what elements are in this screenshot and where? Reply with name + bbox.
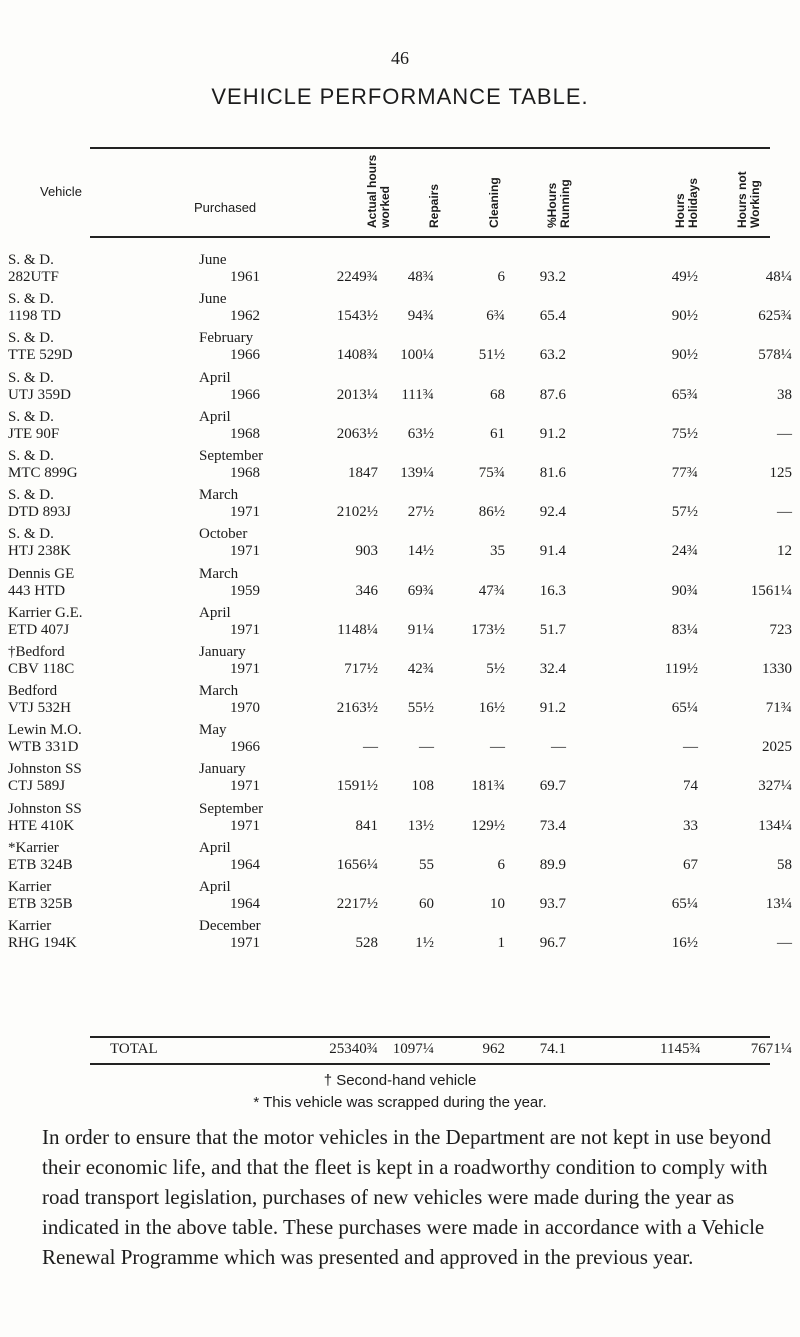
actual-hours: 1148¼ (337, 621, 378, 638)
total-cleaning: 962 (482, 1041, 505, 1057)
pct-hours-running: 92.4 (539, 504, 566, 521)
purchased-year: 1961 (230, 269, 260, 285)
purchased-year: 1968 (230, 464, 260, 481)
table-row (0, 526, 800, 565)
vehicle-registration: UTJ 359D (8, 386, 71, 403)
cleaning-hours: 181¾ (471, 778, 505, 795)
hours-not-working: 38 (777, 386, 792, 403)
vehicle-owner: S. & D. (8, 487, 54, 504)
repairs-hours: 111¾ (401, 386, 434, 403)
purchased-month: April (199, 408, 231, 425)
purchased-month: June (199, 291, 227, 308)
purchased-month: January (199, 643, 246, 660)
hours-not-working: — (777, 935, 792, 952)
hours-holidays: 90¾ (671, 582, 698, 599)
repairs-hours: 55 (419, 856, 434, 873)
cleaning-hours: 5½ (486, 660, 505, 677)
table-row (0, 487, 800, 526)
purchased-year: 1959 (230, 582, 260, 599)
vehicle-registration: ETB 325B (8, 896, 73, 912)
hours-holidays: 65¼ (671, 700, 698, 717)
cleaning-hours: 86½ (478, 504, 505, 521)
table-row (0, 605, 800, 644)
hours-not-working: 125 (769, 464, 792, 481)
cleaning-hours: 173½ (471, 621, 505, 638)
vehicle-registration: ETB 324B (8, 856, 73, 873)
footnote-scrapped: * This vehicle was scrapped during the year. (253, 1094, 547, 1111)
vehicle-owner: S. & D. (8, 447, 54, 464)
repairs-hours: 108 (411, 778, 434, 795)
actual-hours: 841 (355, 817, 378, 834)
page-title: VEHICLE PERFORMANCE TABLE. (211, 84, 589, 109)
cleaning-hours: 6 (497, 856, 505, 873)
actual-hours: 528 (355, 935, 378, 952)
purchased-year: 1964 (230, 856, 260, 873)
page-number: 46 (391, 48, 409, 68)
vehicle-registration: RHG 194K (8, 935, 77, 952)
hours-holidays: 57½ (671, 504, 698, 521)
purchased-year: 1971 (230, 543, 260, 560)
vehicle-owner: Johnston SS (8, 761, 82, 778)
vehicle-owner: S. & D. (8, 330, 54, 347)
vehicle-owner: S. & D. (8, 369, 54, 386)
vehicle-owner: S. & D. (8, 408, 54, 425)
pct-hours-running: 32.4 (539, 660, 566, 677)
pct-hours-running: 63.2 (539, 347, 566, 364)
purchased-year: 1971 (230, 621, 260, 638)
body-paragraph: In order to ensure that the motor vehicles in the Department are not kept in use beyond their economic life, and that the fleet is kept in a roadworthy condition to comply with road transport legislation, purchases of new vehicles were made during the year as indicated in the above table. These purchases were made in accordance with a Vehicle Renewal Programme which was presented and approved in the previous year. (42, 1125, 771, 1269)
vehicle-registration: MTC 899G (8, 464, 78, 481)
pct-hours-running: 89.9 (539, 856, 566, 873)
repairs-hours: 48¾ (407, 269, 434, 285)
hours-holidays: 90½ (671, 347, 698, 364)
vehicle-registration: WTB 331D (8, 739, 79, 756)
purchased-year: 1966 (230, 739, 260, 756)
repairs-hours: 60 (419, 896, 434, 912)
hours-holidays: 16½ (671, 935, 698, 952)
pct-hours-running: 91.2 (539, 700, 566, 717)
table-row (0, 683, 800, 722)
actual-hours: 2217½ (336, 896, 378, 912)
hours-not-working: 13¼ (765, 896, 792, 912)
repairs-hours: 27½ (407, 504, 434, 521)
actual-hours: 1847 (348, 464, 378, 481)
actual-hours: 1408¾ (336, 347, 378, 364)
pct-hours-running: 87.6 (539, 386, 566, 403)
purchased-month: April (199, 879, 231, 895)
purchased-month: September (199, 447, 264, 464)
total-top-rule (90, 1036, 770, 1038)
repairs-hours: — (419, 739, 434, 756)
purchased-month: December (199, 918, 261, 935)
hours-not-working: 2025 (762, 739, 792, 756)
header-hours-not-working: Hours not Working (735, 171, 762, 228)
actual-hours: 1591½ (336, 778, 378, 795)
actual-hours: 2013¼ (336, 386, 378, 403)
pct-hours-running: 16.3 (539, 582, 566, 599)
cleaning-hours: 47¾ (478, 582, 505, 599)
vehicle-registration: HTJ 238K (8, 543, 71, 560)
vehicle-owner: *Karrier (8, 839, 59, 856)
hours-holidays: 65¼ (671, 896, 698, 912)
vehicle-registration: 1198 TD (8, 308, 61, 325)
hours-not-working: 1561¼ (750, 582, 792, 599)
purchased-year: 1970 (230, 700, 260, 717)
actual-hours: 717½ (344, 660, 378, 677)
actual-hours: 2249¾ (336, 269, 378, 285)
table-row (0, 840, 800, 879)
hours-not-working: 12 (777, 543, 792, 560)
purchased-year: 1971 (230, 817, 260, 834)
purchased-year: 1966 (230, 386, 260, 403)
actual-hours: 2102½ (336, 504, 378, 521)
total-bottom-rule (90, 1063, 770, 1065)
actual-hours: 903 (355, 543, 378, 560)
header-cleaning: Cleaning (487, 177, 501, 228)
purchased-month: April (199, 839, 231, 856)
cleaning-hours: 129½ (471, 817, 505, 834)
purchased-year: 1971 (230, 778, 260, 795)
pct-hours-running: 73.4 (539, 817, 566, 834)
hours-not-working: 58 (777, 856, 792, 873)
header-hours-holidays: Hours Holidays (673, 177, 700, 228)
total-label: TOTAL (110, 1041, 158, 1057)
pct-hours-running: — (551, 739, 566, 756)
hours-not-working: 71¾ (765, 700, 792, 717)
hours-not-working: — (777, 504, 792, 521)
actual-hours: 346 (355, 582, 378, 599)
table-row (0, 722, 800, 761)
repairs-hours: 139¼ (400, 464, 434, 481)
purchased-year: 1971 (230, 660, 260, 677)
purchased-month: February (199, 330, 254, 347)
hours-holidays: — (683, 739, 698, 756)
repairs-hours: 42¾ (407, 660, 434, 677)
hours-holidays: 119½ (664, 660, 698, 677)
repairs-hours: 14½ (407, 543, 434, 560)
purchased-year: 1966 (230, 347, 260, 364)
total-pct: 74.1 (539, 1041, 566, 1057)
pct-hours-running: 65.4 (539, 308, 566, 325)
cleaning-hours: 6 (497, 269, 505, 285)
cleaning-hours: 1 (497, 935, 505, 952)
hours-not-working: 723 (769, 621, 792, 638)
table-row (0, 761, 800, 800)
hours-holidays: 77¾ (671, 464, 698, 481)
hours-holidays: 75½ (671, 425, 698, 442)
purchased-month: October (199, 526, 248, 543)
total-holidays: 1145¾ (660, 1041, 701, 1057)
total-repairs: 1097¼ (392, 1041, 434, 1057)
vehicle-registration: DTD 893J (8, 504, 71, 521)
header-repairs: Repairs (427, 183, 441, 228)
purchased-year: 1968 (230, 425, 260, 442)
pct-hours-running: 93.2 (539, 269, 566, 285)
vehicle-owner: †Bedford (8, 643, 65, 660)
table-row (0, 252, 800, 291)
vehicle-owner: Johnston SS (8, 800, 82, 817)
table-row (0, 879, 800, 918)
vehicle-registration: 443 HTD (8, 582, 66, 599)
purchased-month: January (199, 761, 246, 778)
header-actual-hours: Actual hours worked (365, 154, 392, 228)
actual-hours: 2163½ (336, 700, 378, 717)
purchased-year: 1971 (230, 504, 260, 521)
cleaning-hours: 10 (490, 896, 505, 912)
vehicle-registration: TTE 529D (8, 347, 73, 364)
hours-not-working: — (777, 425, 792, 442)
repairs-hours: 13½ (407, 817, 434, 834)
hours-holidays: 74 (683, 778, 698, 795)
hours-holidays: 90½ (671, 308, 698, 325)
hours-holidays: 67 (683, 856, 698, 873)
repairs-hours: 94¾ (407, 308, 434, 325)
total-row (0, 1041, 800, 1063)
vehicle-owner: Karrier (8, 879, 52, 895)
purchased-month: April (199, 604, 231, 621)
vehicle-registration: JTE 90F (8, 425, 60, 442)
vehicle-owner: S. & D. (8, 252, 54, 268)
hours-holidays: 83¼ (671, 621, 698, 638)
pct-hours-running: 96.7 (539, 935, 566, 952)
cleaning-hours: 68 (490, 386, 505, 403)
purchased-month: September (199, 800, 264, 817)
footnote-second-hand: † Second-hand vehicle (323, 1072, 477, 1089)
purchased-month: March (199, 683, 239, 700)
cleaning-hours: 16½ (478, 700, 505, 717)
vehicle-registration: HTE 410K (8, 817, 75, 834)
table-row (0, 801, 800, 840)
hours-not-working: 625¾ (758, 308, 792, 325)
hours-holidays: 24¾ (671, 543, 698, 560)
pct-hours-running: 91.2 (539, 425, 566, 442)
vehicle-owner: S. & D. (8, 526, 54, 543)
purchased-year: 1971 (230, 935, 260, 952)
repairs-hours: 63½ (407, 425, 434, 442)
header-vehicle: Vehicle (40, 184, 82, 199)
purchased-month: June (199, 252, 227, 268)
cleaning-hours: 75¾ (478, 464, 505, 481)
table-row (0, 291, 800, 330)
pct-hours-running: 51.7 (539, 621, 566, 638)
repairs-hours: 55½ (407, 700, 434, 717)
pct-hours-running: 81.6 (539, 464, 566, 481)
pct-hours-running: 91.4 (539, 543, 566, 560)
hours-not-working: 327¼ (758, 778, 792, 795)
table-row (0, 409, 800, 448)
repairs-hours: 69¾ (407, 582, 434, 599)
total-actual: 25340¾ (329, 1041, 378, 1057)
hours-not-working: 578¼ (758, 347, 792, 364)
vehicle-owner: Karrier (8, 918, 52, 935)
actual-hours: 2063½ (336, 425, 378, 442)
vehicle-registration: ETD 407J (8, 621, 70, 638)
pct-hours-running: 93.7 (539, 896, 566, 912)
cleaning-hours: 6¾ (486, 308, 505, 325)
cleaning-hours: 61 (490, 425, 505, 442)
vehicle-owner: Lewin M.O. (8, 722, 82, 739)
vehicle-table-body (0, 252, 800, 957)
cleaning-hours: 35 (490, 543, 505, 560)
table-row (0, 566, 800, 605)
header-pct-hours-running: %Hours Running (545, 179, 572, 228)
total-not-working: 7671¼ (750, 1041, 792, 1057)
header-purchased: Purchased (194, 200, 257, 215)
vehicle-registration: CBV 118C (8, 660, 75, 677)
purchased-month: April (199, 369, 231, 386)
repairs-hours: 100¼ (400, 347, 434, 364)
header-bottom-rule (90, 236, 770, 238)
table-top-rule (90, 147, 770, 149)
repairs-hours: 91¼ (407, 621, 434, 638)
vehicle-owner: S. & D. (8, 291, 54, 308)
table-row (0, 448, 800, 487)
vehicle-owner: Dennis GE (8, 565, 75, 582)
hours-holidays: 49½ (671, 269, 698, 285)
actual-hours: — (363, 739, 378, 756)
table-row (0, 644, 800, 683)
cleaning-hours: — (490, 739, 505, 756)
cleaning-hours: 51½ (478, 347, 505, 364)
pct-hours-running: 69.7 (539, 778, 566, 795)
vehicle-registration: VTJ 532H (8, 700, 71, 717)
actual-hours: 1656¼ (336, 856, 378, 873)
vehicle-registration: 282UTF (8, 269, 59, 285)
purchased-month: March (199, 565, 239, 582)
vehicle-registration: CTJ 589J (8, 778, 66, 795)
purchased-year: 1964 (230, 896, 260, 912)
vehicle-owner: Karrier G.E. (8, 604, 83, 621)
hours-not-working: 1330 (762, 660, 792, 677)
hours-holidays: 65¾ (671, 386, 698, 403)
purchased-month: May (199, 722, 227, 739)
purchased-month: March (199, 487, 239, 504)
actual-hours: 1543½ (336, 308, 378, 325)
table-row (0, 370, 800, 409)
hours-holidays: 33 (683, 817, 698, 834)
table-row (0, 918, 800, 957)
table-row (0, 330, 800, 369)
hours-not-working: 48¼ (765, 269, 792, 285)
purchased-year: 1962 (230, 308, 260, 325)
vehicle-owner: Bedford (8, 683, 58, 700)
hours-not-working: 134¼ (758, 817, 792, 834)
repairs-hours: 1½ (415, 935, 434, 952)
